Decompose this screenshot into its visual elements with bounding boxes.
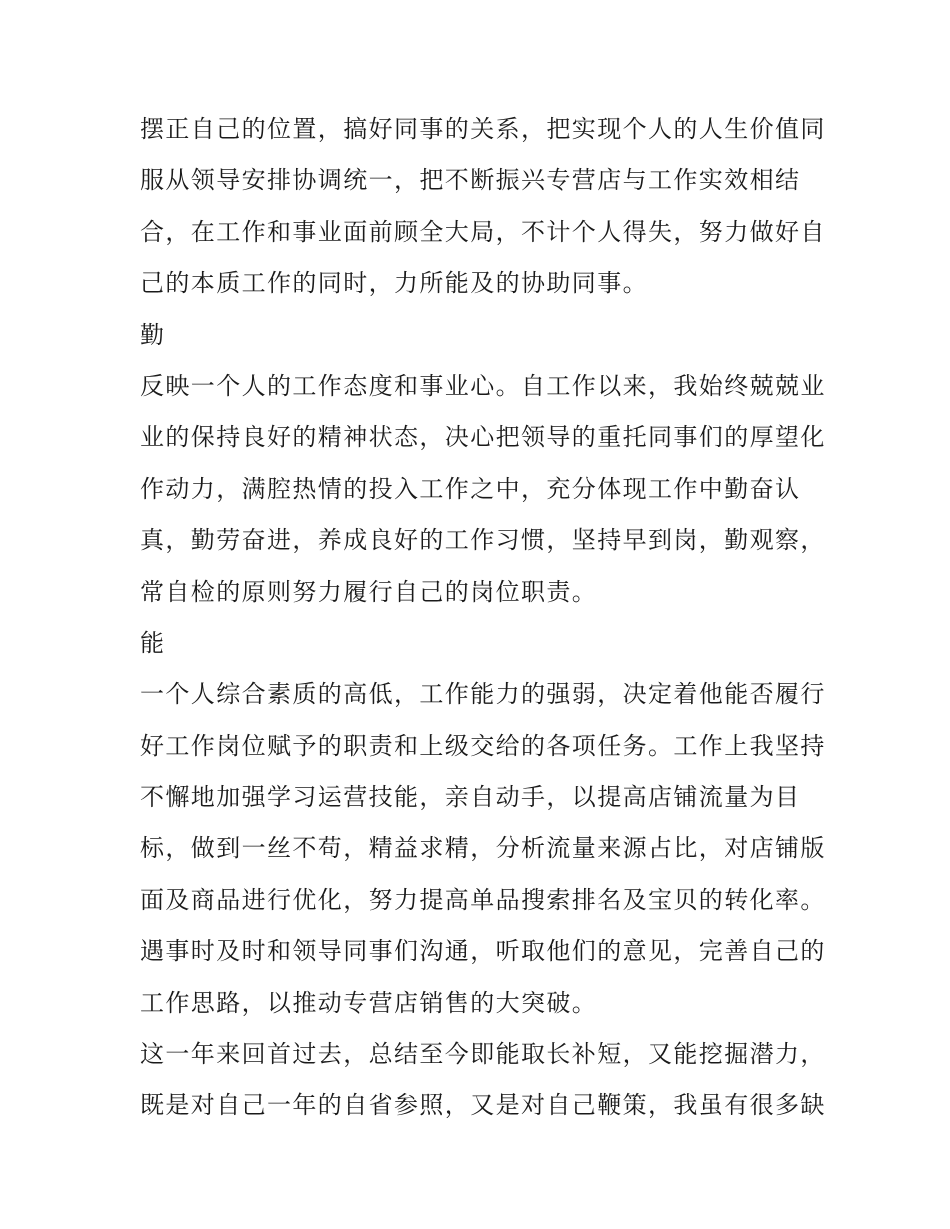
text-line-8: 作动力，满腔热情的投入工作之中，充分体现工作中勤奋认 <box>140 474 801 503</box>
text-line-6: 反映一个人的工作态度和事业心。自工作以来，我始终兢兢业 <box>140 371 826 400</box>
text-line-9: 真，勤劳奋进，养成良好的工作习惯，坚持早到岗，勤观察， <box>140 526 826 555</box>
text-line-1: 摆正自己的位置，搞好同事的关系，把实现个人的人生价值同 <box>140 115 826 143</box>
text-line-15: 标，做到一丝不苟，精益求精，分析流量来源占比，对店铺版 <box>140 834 826 863</box>
text-line-10: 常自检的原则努力履行自己的岗位职责。 <box>140 577 598 606</box>
text-line-3: 合，在工作和事业面前顾全大局，不计个人得失，努力做好自 <box>140 217 826 246</box>
text-line-12: 一个人综合素质的高低，工作能力的强弱，决定着他能否履行 <box>140 680 826 709</box>
text-line-17: 遇事时及时和领导同事们沟通，听取他们的意见，完善自己的 <box>140 937 826 966</box>
section-heading-qin: 勤 <box>140 320 164 349</box>
text-line-16: 面及商品进行优化，努力提高单品搜索排名及宝贝的转化率。 <box>140 885 826 914</box>
text-line-18: 工作思路，以推动专营店销售的大突破。 <box>140 988 598 1017</box>
text-line-4: 己的本质工作的同时，力所能及的协助同事。 <box>140 269 648 298</box>
section-heading-neng: 能 <box>140 628 164 657</box>
text-line-19: 这一年来回首过去，总结至今即能取长补短，又能挖掘潜力， <box>140 1040 826 1069</box>
text-line-2: 服从领导安排协调统一，把不断振兴专营店与工作实效相结 <box>140 166 801 195</box>
text-line-7: 业的保持良好的精神状态，决心把领导的重托同事们的厚望化 <box>140 423 826 452</box>
document-body <box>140 104 826 1132</box>
text-line-20: 既是对自己一年的自省参照，又是对自己鞭策，我虽有很多缺 <box>140 1091 826 1120</box>
text-line-14: 不懈地加强学习运营技能，亲自动手，以提高店铺流量为目 <box>140 783 801 812</box>
text-line-13: 好工作岗位赋予的职责和上级交给的各项任务。工作上我坚持 <box>140 731 826 760</box>
